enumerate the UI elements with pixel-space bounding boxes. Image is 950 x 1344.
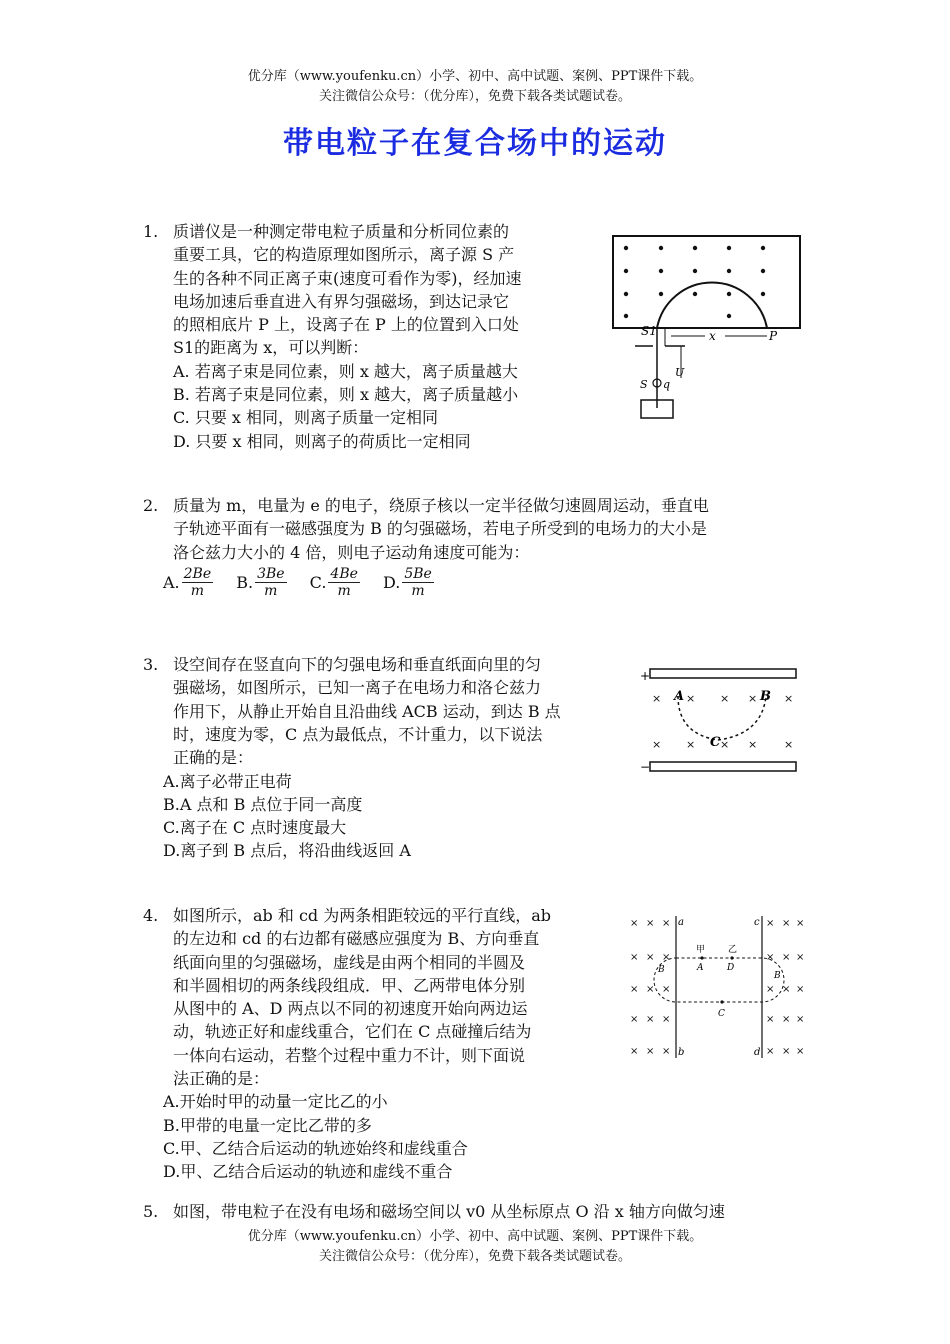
svg-text:×: × [646,984,655,995]
svg-text:×: × [652,692,662,705]
choice-c: C. $\frac{4Be}{m}$ [309,566,358,599]
option-d: D. 只要 x 相同，则离子的荷质比一定相同 [173,431,471,451]
label-p: P [769,329,778,343]
page-title: 带电粒子在复合场中的运动 [283,126,667,161]
label-point-b-right: B [774,971,781,981]
svg-text:×: × [662,918,671,929]
frac-numerator: 4Be [330,566,358,582]
stem-line: 如图所示，ab 和 cd 为两条相距较远的平行直线，ab [173,906,552,925]
stem-line: 子轨迹平面有一磁感强度为 B 的匀强磁场，若电子所受到的电场力的大小是 [173,519,707,539]
option-b: B.A 点和 B 点位于同一高度 [163,794,363,814]
stem-line: 正确的是： [173,748,254,768]
stem-line: 的左边和 cd 的右边都有磁感应强度为 B、方向垂直 [173,929,540,949]
option-b: B.甲带的电量一定比乙带的多 [163,1115,372,1135]
label-x: x [709,329,716,343]
header-line-1: 优分库（www.youfenku.cn）小学、初中、高中试题、案例、PPT课件下载。 [247,69,703,84]
svg-text:×: × [766,1046,775,1057]
question-number: 4. [143,906,159,925]
minus-sign: − [640,760,651,774]
stem-line: 强磁场，如图所示，已知一离子在电场力和洛仑兹力 [173,678,542,698]
label-s: S [640,378,648,391]
field-dots [624,246,765,318]
svg-text:×: × [686,738,696,751]
label-a: A [674,689,685,704]
label-a: a [678,917,684,928]
stem-line: 和半圆相切的两条线段组成．甲、乙两带电体分别 [173,975,526,995]
label-point-c: C [718,1009,725,1019]
svg-text:×: × [662,1046,671,1057]
svg-text:×: × [662,1014,671,1025]
label-b: B [760,689,771,704]
choice-a: A. $\frac{2Be}{m}$ [163,566,212,599]
label-point-d: D [727,963,735,973]
question-stem [173,904,551,1090]
option-d: D.甲、乙结合后运动的轨迹和虚线不重合 [163,1162,453,1182]
svg-text:×: × [782,952,791,963]
label-b: b [678,1047,685,1058]
label-point-b-left: B [658,965,665,975]
option-d: D.离子到 B 点后，将沿曲线返回 A [163,841,411,861]
svg-text:×: × [630,918,639,929]
svg-text:×: × [646,918,655,929]
stem-line: 的照相底片 P 上，设离子在 P 上的位置到入口处 [173,315,519,335]
plus-sign: + [640,669,651,683]
svg-text:×: × [646,1046,655,1057]
svg-text:×: × [630,1014,639,1025]
stem-line: 一体向右运动，若整个过程中重力不计，则下面说 [173,1045,526,1065]
header-line-2: 关注微信公众号：（优分库），免费下载各类试题试卷。 [318,89,631,104]
stem-line: 时，速度为零，C 点为最低点，不计重力，以下说法 [173,724,543,744]
frac-denominator: m [190,583,205,599]
svg-text:×: × [796,984,805,995]
frac-numerator: 2Be [183,566,212,582]
svg-text:×: × [782,1046,791,1057]
svg-text:×: × [652,738,662,751]
question-number: 3. [143,655,159,674]
footer-line-2: 关注微信公众号：（优分库），免费下载各类试题试卷。 [318,1249,631,1264]
svg-text:×: × [630,1046,639,1057]
svg-text:×: × [646,952,655,963]
footer-line-1: 优分库（www.youfenku.cn）小学、初中、高中试题、案例、PPT课件下载。 [247,1229,703,1244]
field-crosses [630,918,804,1057]
label-q: q [663,378,671,391]
frac-denominator: m [411,583,425,599]
choices-row [163,566,452,599]
stem-line: 重要工具，它的构造原理如图所示，离子源 S 产 [173,245,515,265]
svg-text:×: × [630,952,639,963]
svg-text:×: × [784,692,794,705]
svg-text:×: × [784,738,794,751]
choice-b: B. $\frac{3Be}{m}$ [236,566,285,599]
mass-spectrometer-figure [605,228,805,428]
question-number: 2. [143,496,159,515]
frac-numerator: 5Be [404,566,432,582]
svg-text:×: × [796,1046,805,1057]
stem-line: 质量为 m，电量为 e 的电子，绕原子核以一定半径做匀速圆周运动，垂直电 [173,496,709,515]
svg-text:×: × [796,1014,805,1025]
svg-text:×: × [766,1014,775,1025]
top-plate [650,669,796,678]
svg-text:×: × [662,952,671,963]
label-c: C [710,735,721,750]
dashed-trajectory [654,958,784,1002]
question-number: 5. [143,1202,159,1221]
svg-text:×: × [796,918,805,929]
svg-text:×: × [748,692,758,705]
stem-line: 纸面向里的匀强磁场，虚线是由两个相同的半圆及 [173,952,526,972]
stem-line: 作用下，从静止开始自且沿曲线 ACB 运动，到达 B 点 [173,701,561,721]
frac-denominator: m [264,583,278,599]
stem-line: S1的距离为 x，可以判断： [173,338,369,358]
svg-text:×: × [766,952,775,963]
option-a: A.开始时甲的动量一定比乙的小 [163,1092,388,1112]
label-jia: 甲 [696,945,706,955]
svg-text:×: × [720,738,730,751]
frac-numerator: 3Be [257,566,285,582]
capacitor-field-figure [636,664,806,780]
stem-line: 从图中的 A、D 两点以不同的初速度开始向两边运 [173,999,528,1019]
label-point-a: A [697,963,704,973]
svg-text:×: × [766,984,775,995]
stem-line: 如图，带电粒子在没有电场和磁场空间以 v0 从坐标原点 O 沿 x 轴方向做匀速 [173,1202,725,1221]
question-stem [173,494,709,564]
ion-trajectory [657,283,767,328]
svg-text:×: × [720,692,730,705]
frac-denominator: m [337,583,351,599]
stem-line: 电场加速后垂直进入有界匀强磁场，到达记录它 [173,291,510,311]
option-a: A.离子必带正电荷 [163,771,292,791]
stem-line: 洛仑兹力大小的 4 倍，则电子运动角速度可能为： [173,542,530,562]
label-s1: S1 [641,324,657,338]
svg-text:×: × [782,1014,791,1025]
svg-text:×: × [748,738,758,751]
option-a: A. 若离子束是同位素，则 x 越大，离子质量越大 [173,361,518,381]
parallel-lines-figure [626,912,806,1062]
svg-text:×: × [796,952,805,963]
stem-line: 质谱仪是一种测定带电粒子质量和分析同位素的 [173,222,510,241]
label-u: U [675,366,685,379]
options [163,1090,468,1183]
stem-line: 法正确的是： [173,1069,270,1089]
question-stem [173,653,561,769]
option-c: C.离子在 C 点时速度最大 [163,818,347,838]
svg-text:×: × [766,918,775,929]
label-yi: 乙 [728,945,738,955]
label-d: d [754,1047,761,1058]
stem-line: 生的各种不同正离子束(速度可看作为零)，经加速 [173,268,522,288]
svg-text:×: × [782,984,791,995]
choice-d: D. $\frac{5Be}{m}$ [382,566,432,599]
svg-text:×: × [782,918,791,929]
svg-text:×: × [630,984,639,995]
bottom-plate [650,762,796,771]
question-number: 1. [143,222,159,241]
svg-text:×: × [686,692,696,705]
stem-line: 设空间存在竖直向下的匀强电场和垂直纸面向里的匀 [173,655,542,674]
svg-text:×: × [662,984,671,995]
svg-text:×: × [646,1014,655,1025]
label-c: c [754,917,760,928]
options [163,770,411,863]
stem-line: 动，轨迹正好和虚线重合，它们在 C 点碰撞后结为 [173,1022,532,1042]
option-b: B. 若离子束是同位素，则 x 越大，离子质量越小 [173,385,519,405]
option-c: C.甲、乙结合后运动的轨迹始终和虚线重合 [163,1138,468,1158]
option-c: C. 只要 x 相同，则离子质量一定相同 [173,408,439,428]
question-stem [173,220,522,453]
